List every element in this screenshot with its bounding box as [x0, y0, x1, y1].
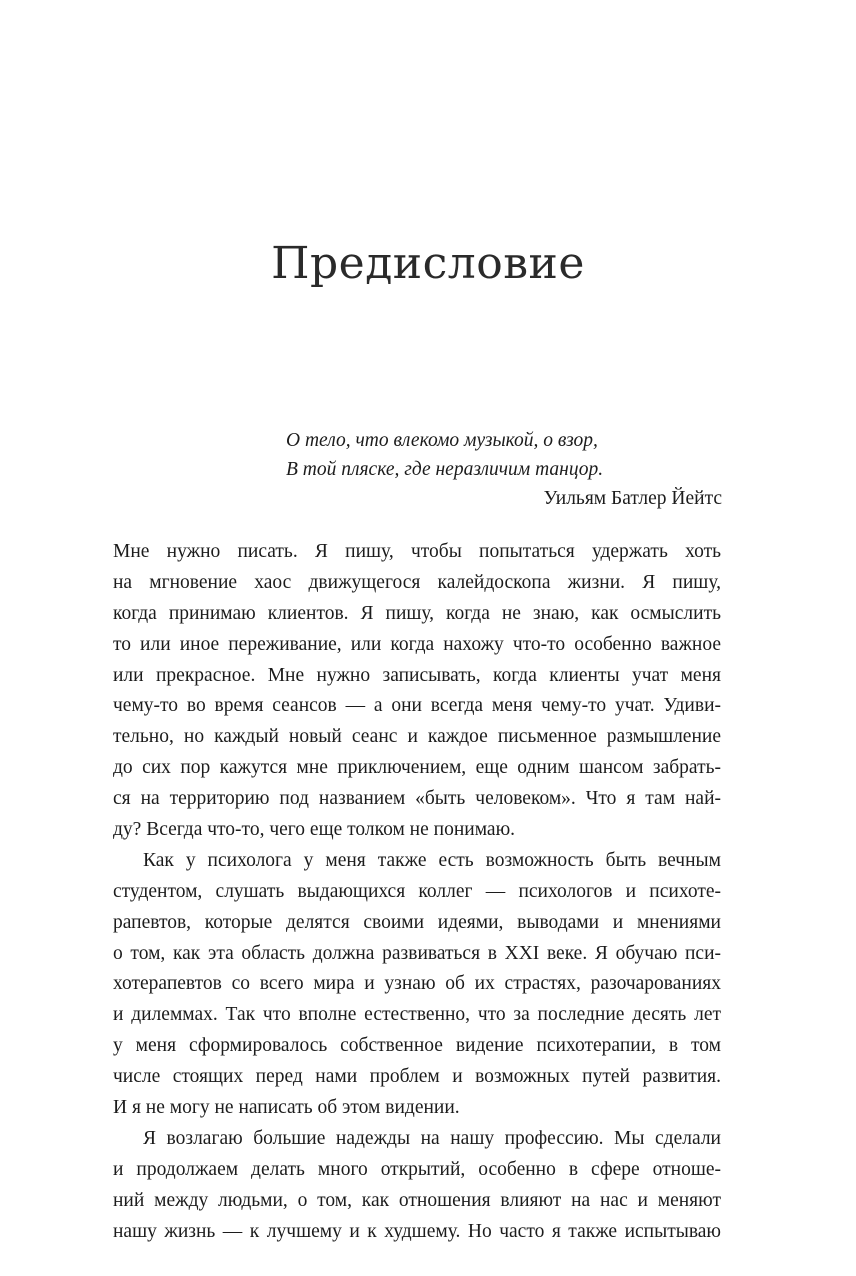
text-line: хотерапевтов со всего мира и узнаю об их страстях, разочарованиях [113, 973, 721, 995]
text-line: до сих пор кажутся мне приключением, еще одним шансом забрать- [113, 757, 721, 779]
text-line: И я не могу не написать об этом видении. [113, 1097, 460, 1119]
epigraph-line: О тело, что влекомо музыкой, о взор, [286, 430, 598, 451]
text-line: и дилеммах. Так что вполне естественно, что за последние десять лет [113, 1004, 721, 1026]
epigraph [286, 426, 722, 513]
text-line: Я возлагаю большие надежды на нашу профессию. Мы сделали [143, 1127, 721, 1149]
epigraph-line: В той пляске, где неразличим танцор. [286, 459, 604, 480]
text-line: тельно, но каждый новый сеанс и каждое письменное размышление [113, 726, 721, 748]
paragraph [113, 846, 721, 1124]
text-line: чему-то во время сеансов — а они всегда меня чему-то учат. Удиви- [113, 695, 721, 717]
text-line: когда принимаю клиентов. Я пишу, когда не знаю, как осмыслить [113, 602, 721, 624]
chapter-title: Предисловие [271, 238, 585, 289]
paragraph [113, 537, 721, 846]
body-text [113, 537, 721, 1247]
text-line: ду? Всегда что-то, чего еще толком не понимаю. [113, 819, 516, 841]
text-line: о том, как эта область должна развиваться в XXI веке. Я обучаю пси- [113, 942, 721, 964]
epigraph-author: Уильям Батлер Йейтс [543, 488, 722, 509]
text-line: и продолжаем делать много открытий, особенно в сфере отноше- [113, 1158, 721, 1180]
text-line: Как у психолога у меня также есть возможность быть вечным [143, 849, 721, 871]
text-line: у меня сформировалось собственное видение психотерапии, в том [113, 1035, 721, 1057]
text-line: рапевтов, которые делятся своими идеями, выводами и мнениями [113, 911, 721, 933]
paragraph [113, 1124, 721, 1248]
text-line: ний между людьми, о том, как отношения влияют на нас и меняют [113, 1189, 721, 1211]
text-line: Мне нужно писать. Я пишу, чтобы попытаться удержать хоть [113, 541, 721, 562]
text-line: на мгновение хаос движущегося калейдоскопа жизни. Я пишу, [113, 571, 721, 593]
text-line: студентом, слушать выдающихся коллег — психологов и психоте- [113, 880, 721, 902]
text-line: ся на территорию под названием «быть человеком». Что я там най- [113, 788, 721, 810]
text-line: то или иное переживание, или когда нахожу что-то особенно важное [113, 633, 721, 655]
text-line: или прекрасное. Мне нужно записывать, когда клиенты учат меня [113, 664, 721, 686]
text-line: числе стоящих перед нами проблем и возможных путей развития. [113, 1066, 721, 1088]
text-line: нашу жизнь — к лучшему и к худшему. Но часто я также испытываю [113, 1220, 721, 1242]
